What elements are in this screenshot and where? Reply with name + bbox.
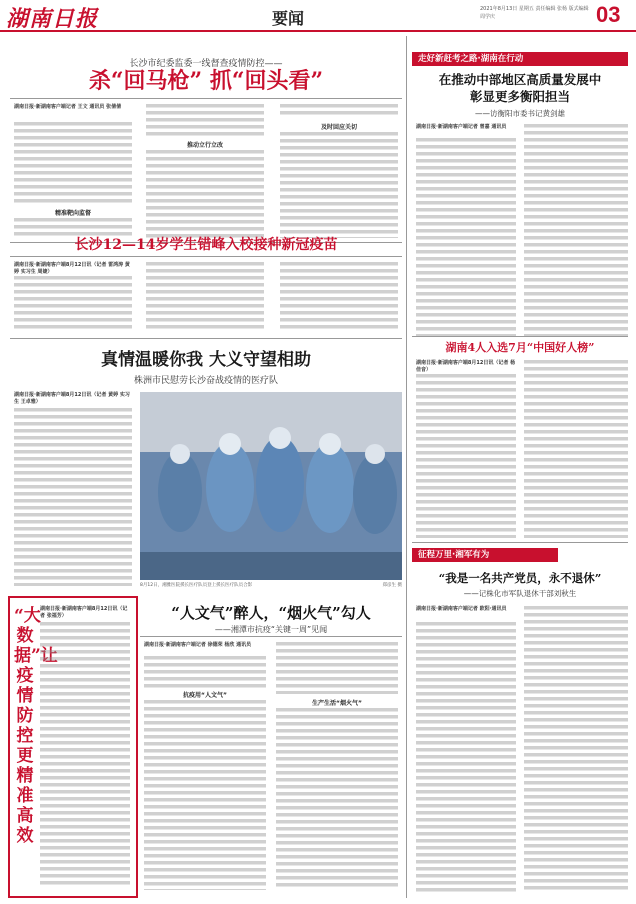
sidebar-body-text: [40, 622, 130, 888]
article1-byline: 湖南日报·新湖南客户端记者 王文 通讯员 张倩倩: [14, 104, 122, 110]
page-number: 03: [596, 2, 621, 27]
article1-body-text: [146, 150, 264, 238]
article1-body-text: [146, 104, 264, 138]
right-mid-body-text: [416, 374, 516, 538]
issue-info: 2021年8月13日 星期五 责任编辑 张杨 版式编辑 周学庆: [480, 6, 589, 20]
section-title: 要闻: [272, 9, 305, 28]
right-mid-body-text: [524, 360, 628, 538]
right-top-subheadline: ——访衡阳市委书记黄剑雄: [475, 109, 565, 118]
article1-body-text: [280, 104, 398, 118]
divider: [10, 98, 402, 99]
right-mid-headline: 湖南4人入选7月“中国好人榜”: [445, 341, 595, 354]
right-top-headline-line1: 在推动中部地区高质量发展中: [438, 72, 602, 87]
article3-body-text: [14, 408, 132, 586]
article3-byline: 湖南日报·新湖南客户端8月12日讯（记者 黄婷 实习生 王卓雅）: [14, 392, 130, 405]
right-top-body-text: [416, 138, 516, 336]
newspaper-logo: 湖南日报: [6, 6, 99, 32]
article4-subheadline: ——湘潭市抗疫“关键一周”见闻: [214, 625, 328, 634]
photo-caption: 8月12日，湘雅医院援长医疗队员登上援长医疗队员合影: [140, 583, 253, 588]
article4-subhead-2: 生产生活“烟火气”: [312, 700, 362, 707]
article1-body-text: [14, 122, 132, 204]
article4-body-text: [276, 642, 398, 694]
article4-body-text: [144, 700, 266, 890]
article2-body-text: [146, 262, 264, 332]
right-top-body-text: [524, 124, 628, 336]
article4-byline: 湖南日报·新湖南客户端记者 徐德荣 杨欣 通讯员: [144, 642, 252, 648]
right-bottom-tag: 征程万里·湘军有为: [412, 548, 558, 562]
article1-body-text: [280, 132, 398, 238]
right-mid-byline: 湖南日报·新湖南客户端8月12日讯（记者 杨佳音）: [416, 360, 516, 373]
news-photo-medical-team: [140, 392, 402, 580]
right-bottom-byline: 湖南日报·新湖南客户端记者 欧阳·通讯员: [416, 606, 507, 612]
article1-subhead-2: 推动立行立改: [186, 142, 223, 149]
article2-body-text: [14, 276, 132, 332]
article1-headline: 杀“回马枪” 抓“回头看”: [88, 68, 324, 94]
divider: [140, 636, 402, 637]
divider: [412, 542, 628, 543]
article1-kicker: 长沙市纪委监委一线督查疫情防控——: [129, 59, 283, 69]
right-top-byline: 湖南日报·新湖南客户端记者 曾嘉 通讯员: [416, 124, 507, 130]
divider: [10, 256, 402, 257]
article4-body-text: [144, 656, 266, 688]
column-separator: [406, 36, 407, 898]
sidebar-vertical-title: [14, 606, 58, 846]
article4-body-text: [276, 708, 398, 890]
right-bottom-subheadline: ——记株化市军队退休干部刘秋生: [463, 589, 577, 598]
photo-credit: 郑彦生 摄: [382, 583, 402, 588]
right-bottom-headline: “我是一名共产党员，永不退休”: [438, 571, 602, 585]
article1-subhead-1: 精准靶向监督: [54, 210, 91, 217]
sidebar-title-text: “大数据”让疫情防控更精准高效: [14, 606, 58, 846]
photo-illustration: [140, 392, 402, 580]
article4-headline: “人文气”醉人，“烟火气”勾人: [171, 604, 371, 622]
article3-subheadline: 株洲市民慰劳长沙奋战疫情的医疗队: [133, 376, 278, 386]
article1-body-text: [14, 218, 132, 238]
article2-body-text: [280, 262, 398, 332]
article2-headline: 长沙12—14岁学生错峰入校接种新冠疫苗: [74, 237, 338, 253]
right-bottom-body-text: [416, 622, 516, 892]
divider: [412, 336, 628, 337]
right-top-tag: 走好新赶考之路·湖南在行动: [412, 52, 628, 66]
article3-headline: 真情温暖你我 大义守望相助: [101, 350, 311, 370]
right-top-headline-line2: 彰显更多衡阳担当: [469, 89, 570, 104]
article4-subhead-1: 抗疫用“人文气”: [183, 692, 227, 699]
article2-byline: 湖南日报·新湖南客户端8月12日讯（记者 雷鸿涛 黄婷 实习生 周婕）: [14, 262, 130, 275]
article1-subhead-3: 及时回应关切: [320, 124, 357, 131]
right-bottom-body-text: [524, 606, 628, 892]
sidebar-byline: 湖南日报·新湖南客户端8月12日讯（记者 张福芳）: [40, 606, 128, 619]
divider: [10, 338, 402, 339]
